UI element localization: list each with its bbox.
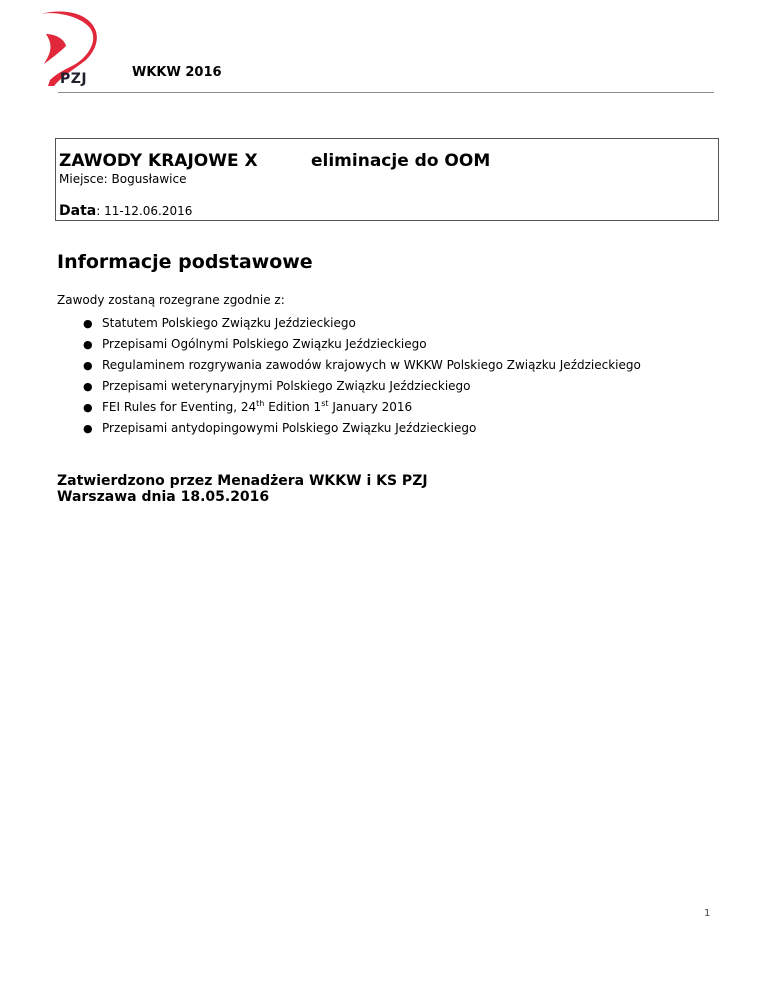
list-item (80, 355, 641, 376)
list-item (80, 397, 641, 418)
approval-date: Warszawa dnia 18.05.2016 (57, 489, 270, 505)
venue-value: Bogusławice (111, 172, 187, 186)
header-title: WKKW 2016 (132, 65, 222, 80)
list-item (80, 418, 641, 439)
venue-label: Miejsce: (59, 172, 108, 186)
list-item (80, 334, 641, 355)
approval-block (57, 473, 428, 505)
bullet-icon: ● (83, 317, 93, 330)
event-venue (59, 172, 186, 186)
bullet-icon: ● (83, 359, 93, 372)
logo-text: PZJ (60, 71, 88, 87)
page-number: 1 (704, 908, 711, 919)
approval-line: Zatwierdzono przez Menadżera WKKW i KS PZJ (57, 473, 428, 489)
event-subtitle: eliminacje do OOM (311, 151, 491, 171)
bullet-icon: ● (83, 422, 93, 435)
date-label: Data (59, 203, 97, 219)
rule-text: FEI Rules for Eventing, 24th Edition 1st January 2016 (102, 399, 413, 414)
header-divider (58, 92, 714, 93)
rule-text: Statutem Polskiego Związku Jeździeckiego (102, 316, 356, 330)
rule-text: Przepisami Ogólnymi Polskiego Związku Jeździeckiego (102, 337, 427, 351)
list-item (80, 376, 641, 397)
section-intro: Zawody zostaną rozegrane zgodnie z: (57, 293, 285, 307)
bullet-icon: ● (83, 380, 93, 393)
event-date (59, 203, 192, 219)
rule-text: Przepisami weterynaryjnymi Polskiego Związku Jeździeckiego (102, 379, 471, 393)
bullet-icon: ● (83, 401, 93, 414)
bullet-icon: ● (83, 338, 93, 351)
rules-list (80, 313, 641, 439)
event-title: ZAWODY KRAJOWE X (59, 151, 258, 171)
rule-text: Regulaminem rozgrywania zawodów krajowych w WKKW Polskiego Związku Jeździeckiego (102, 358, 641, 372)
section-heading: Informacje podstawowe (57, 251, 313, 273)
event-info-box (55, 138, 719, 221)
list-item (80, 313, 641, 334)
rule-text: Przepisami antydopingowymi Polskiego Związku Jeździeckiego (102, 421, 477, 435)
date-value: : 11-12.06.2016 (96, 204, 193, 218)
